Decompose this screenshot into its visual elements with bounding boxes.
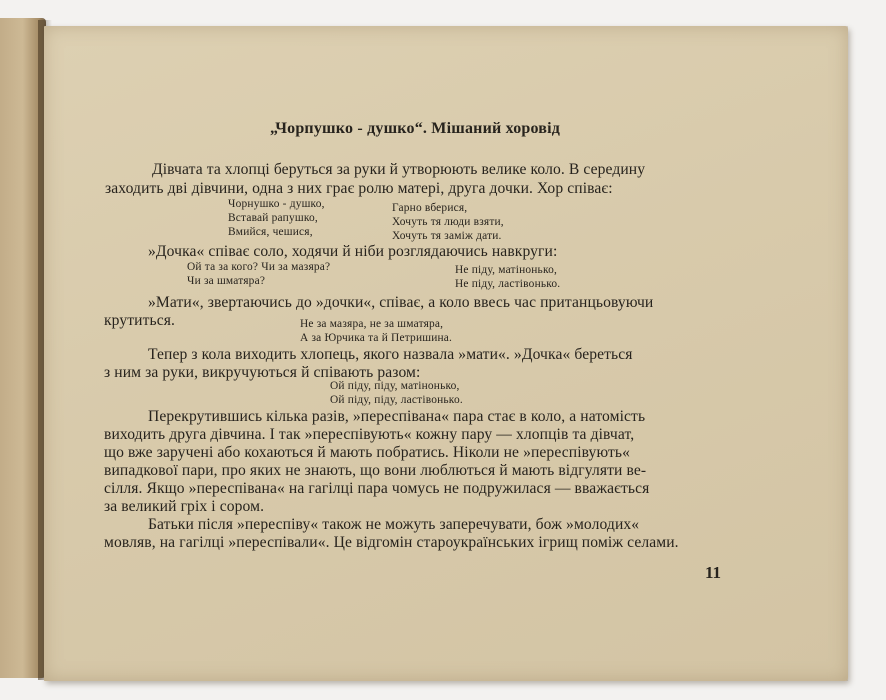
- verse-3-line-1: Не за мазяра, не за шматяра,: [300, 318, 444, 330]
- verse-1-line-6: Хочуть тя заміж дати.: [392, 230, 502, 242]
- verse-2-line-4: Не піду, ластівонько.: [455, 278, 561, 290]
- paragraph-5-line-4: випадкової пари, про яких не знають, що вони люблються й мають відгуляти ве-: [104, 462, 647, 479]
- verse-1-line-4: Гарно вберися,: [392, 202, 468, 214]
- verse-4-line-2: Ой піду, піду, ластівонько.: [330, 394, 463, 406]
- paragraph-5-line-5: сілля. Якщо »переспівана« на гагілці пара чомусь не подружилася — вважається: [104, 480, 650, 497]
- verse-2-line-2: Чи за шматяра?: [187, 275, 266, 287]
- paragraph-6-line-1: Батьки після »переспіву« також не можуть заперечувати, бож »молодих«: [148, 516, 640, 533]
- verse-1-line-3: Вмийся, чешися,: [228, 226, 313, 238]
- page-number: 11: [705, 563, 722, 582]
- paragraph-4-line-1: Тепер з кола виходить хлопець, якого назвала »мати«. »Дочка« береться: [148, 346, 633, 363]
- page-title: „Чорпушко - душко“. Мішаний хоровід: [270, 120, 561, 137]
- verse-2-line-3: Не піду, матінонько,: [455, 264, 558, 276]
- paragraph-3-line-1: »Мати«, звертаючись до »дочки«, співає, а коло ввесь час пританцьовуючи: [148, 294, 654, 311]
- paragraph-5-line-6: за великий гріх і сором.: [104, 498, 265, 515]
- verse-2-line-1: Ой та за кого? Чи за мазяра?: [187, 261, 331, 273]
- verse-4-line-1: Ой піду, піду, матінонько,: [330, 380, 460, 392]
- paragraph-6-line-2: мовляв, на гагілці »переспівали«. Це відгомін староукраїнських ігрищ поміж селами.: [104, 534, 679, 551]
- verse-3-line-2: А за Юрчика та й Петришина.: [300, 332, 453, 344]
- verse-1-line-2: Вставай рапушко,: [228, 212, 318, 224]
- paragraph-1-line-1: Дівчата та хлопці беруться за руки й утворюють велике коло. В середину: [152, 161, 646, 178]
- verse-1-line-5: Хочуть тя люди взяти,: [392, 216, 504, 228]
- paragraph-5-line-3: що вже заручені або кохаються й мають побратись. Ніколи не »переспівують«: [104, 444, 631, 461]
- paragraph-5-line-2: виходить друга дівчина. І так »переспівують« кожну пару — хлопців та дівчат,: [104, 426, 635, 443]
- paragraph-1-line-2: заходить дві дівчини, одна з них грає ролю матері, друга дочки. Хор співає:: [105, 180, 613, 197]
- paragraph-4-line-2: з ним за руки, викручуються й співають разом:: [104, 364, 421, 381]
- paragraph-3-line-2: крутиться.: [104, 312, 176, 329]
- paragraph-5-line-1: Перекрутившись кілька разів, »переспівана« пара стає в коло, а натомість: [148, 408, 646, 425]
- paragraph-2: »Дочка« співає соло, ходячи й ніби розглядаючись навкруги:: [148, 243, 558, 260]
- verse-1-line-1: Чорнушко - душко,: [228, 198, 325, 210]
